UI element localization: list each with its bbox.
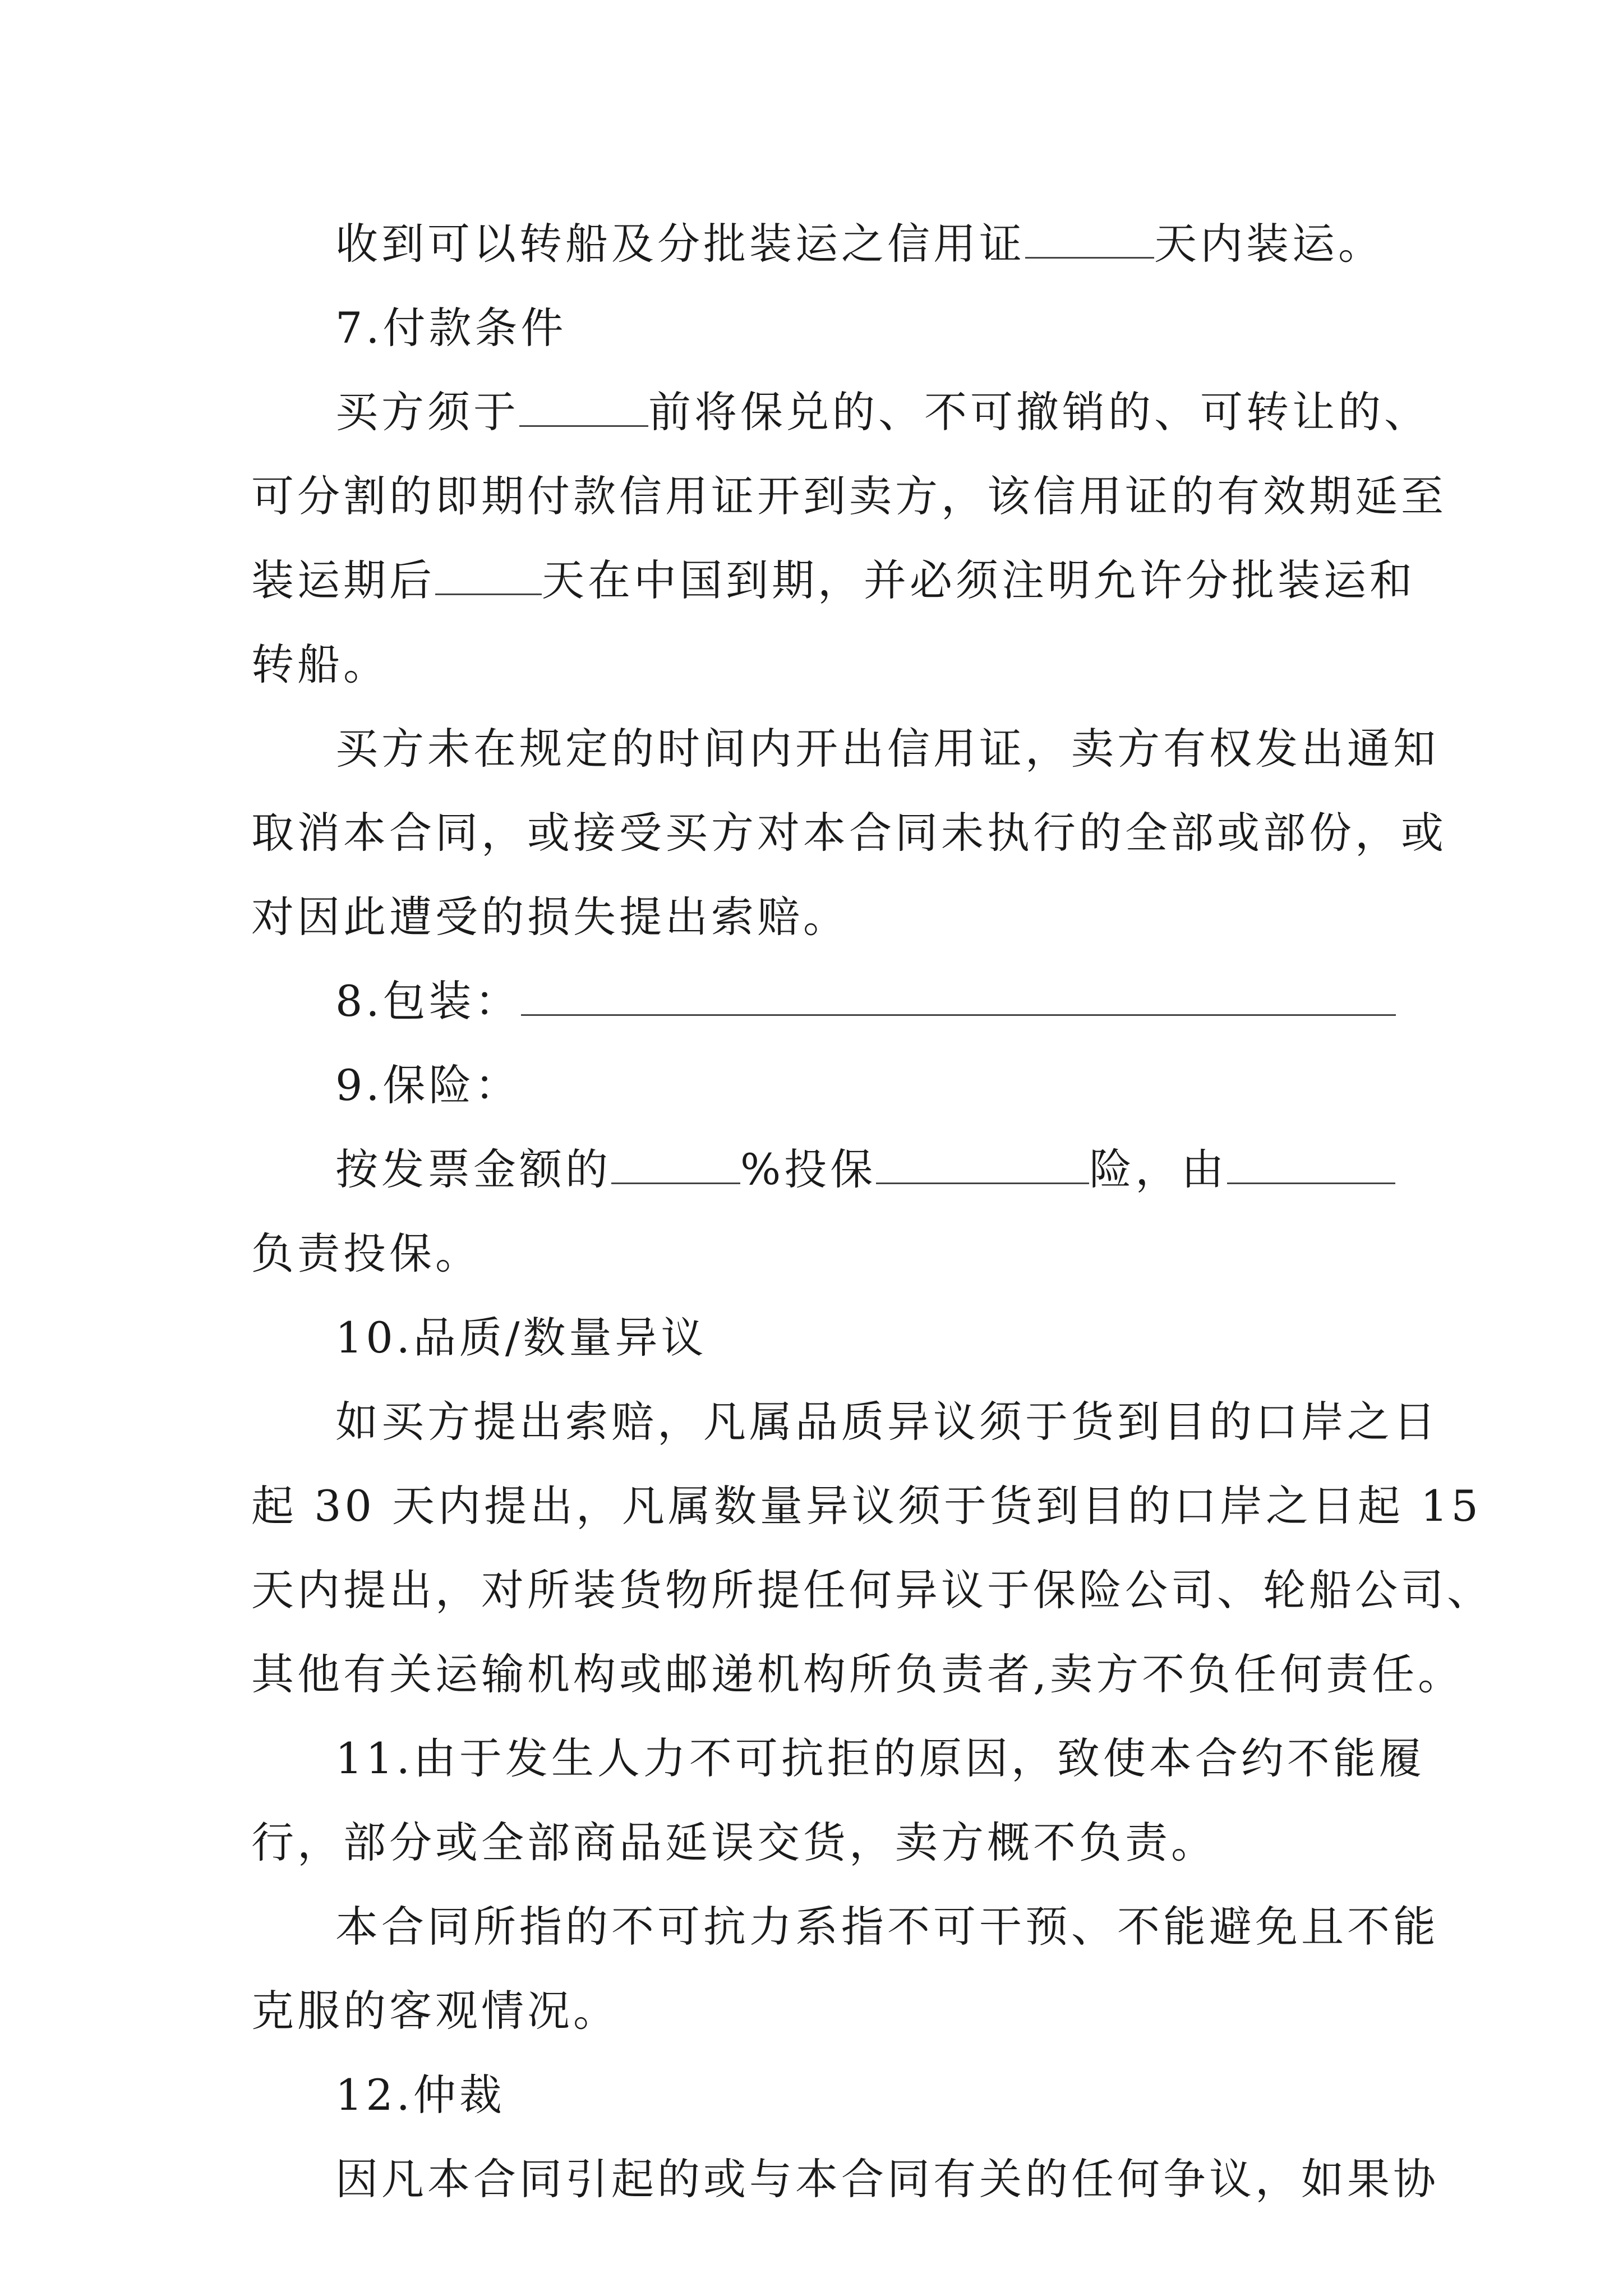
text: 前将保兑的、不可撤销的、可转让的、 xyxy=(648,387,1430,437)
text: 收到可以转船及分批装运之信用证 xyxy=(335,219,1025,269)
paragraph-line: 转船。 xyxy=(251,639,389,689)
section-heading: 8.包装： xyxy=(335,976,521,1026)
text: 险，由 xyxy=(1089,1144,1228,1194)
force-majeure-clause: 11.由于发生人力不可抗拒的原因，致使本合约不能履 xyxy=(335,1733,1425,1783)
paragraph-line: 起 30 天内提出，凡属数量异议须于货到目的口岸之日起 15 xyxy=(251,1481,1482,1531)
blank-field xyxy=(611,1143,740,1184)
section-heading: 12.仲裁 xyxy=(335,2070,505,2120)
paragraph-line: 天内提出，对所装货物所提任何异议于保险公司、轮船公司、 xyxy=(251,1565,1493,1615)
contract-body xyxy=(251,202,1493,2221)
paragraph-line: 负责投保。 xyxy=(251,1228,481,1278)
paragraph-line: 克服的客观情况。 xyxy=(251,1986,619,2036)
paragraph-line: 如买方提出索赔，凡属品质异议须于货到目的口岸之日 xyxy=(335,1397,1439,1447)
blank-field xyxy=(519,386,648,427)
text: 按发票金额的 xyxy=(335,1144,611,1194)
blank-field xyxy=(876,1143,1089,1184)
arbitration-clause: 因凡本合同引起的或与本合同有关的任何争议，如果协 xyxy=(335,2154,1439,2204)
packing-clause xyxy=(251,959,1384,1043)
blank-field xyxy=(1025,218,1154,259)
text: 天在中国到期，并必须注明允许分批装运和 xyxy=(542,555,1415,605)
section-heading: 9.保险： xyxy=(335,1060,521,1110)
blank-field xyxy=(435,554,542,595)
text: 装运期后 xyxy=(251,555,435,605)
paragraph-line xyxy=(251,539,1415,623)
text: 天内装运。 xyxy=(1154,219,1384,269)
paragraph-line: 买方未在规定的时间内开出信用证，卖方有权发出通知 xyxy=(335,724,1439,774)
section-heading: 7.付款条件 xyxy=(335,303,567,353)
shipment-clause xyxy=(251,202,1384,286)
payment-clause xyxy=(251,370,1430,454)
text: %投保 xyxy=(740,1144,877,1194)
blank-field xyxy=(521,975,1396,1016)
insurance-clause xyxy=(251,1128,1384,1212)
text: 买方须于 xyxy=(335,387,519,437)
paragraph-line: 其他有关运输机构或邮递机构所负责者,卖方不负任何责任。 xyxy=(251,1649,1464,1699)
blank-field xyxy=(1227,1143,1395,1184)
paragraph-line: 取消本合同，或接受买方对本合同未执行的全部或部份，或 xyxy=(251,808,1447,858)
paragraph-line: 本合同所指的不可抗力系指不可干预、不能避免且不能 xyxy=(335,1902,1439,1952)
paragraph-line: 对因此遭受的损失提出索赔。 xyxy=(251,892,849,942)
section-heading: 10.品质/数量异议 xyxy=(335,1313,707,1363)
paragraph-line: 可分割的即期付款信用证开到卖方，该信用证的有效期延至 xyxy=(251,471,1447,521)
paragraph-line: 行，部分或全部商品延误交货，卖方概不负责。 xyxy=(251,1818,1217,1867)
